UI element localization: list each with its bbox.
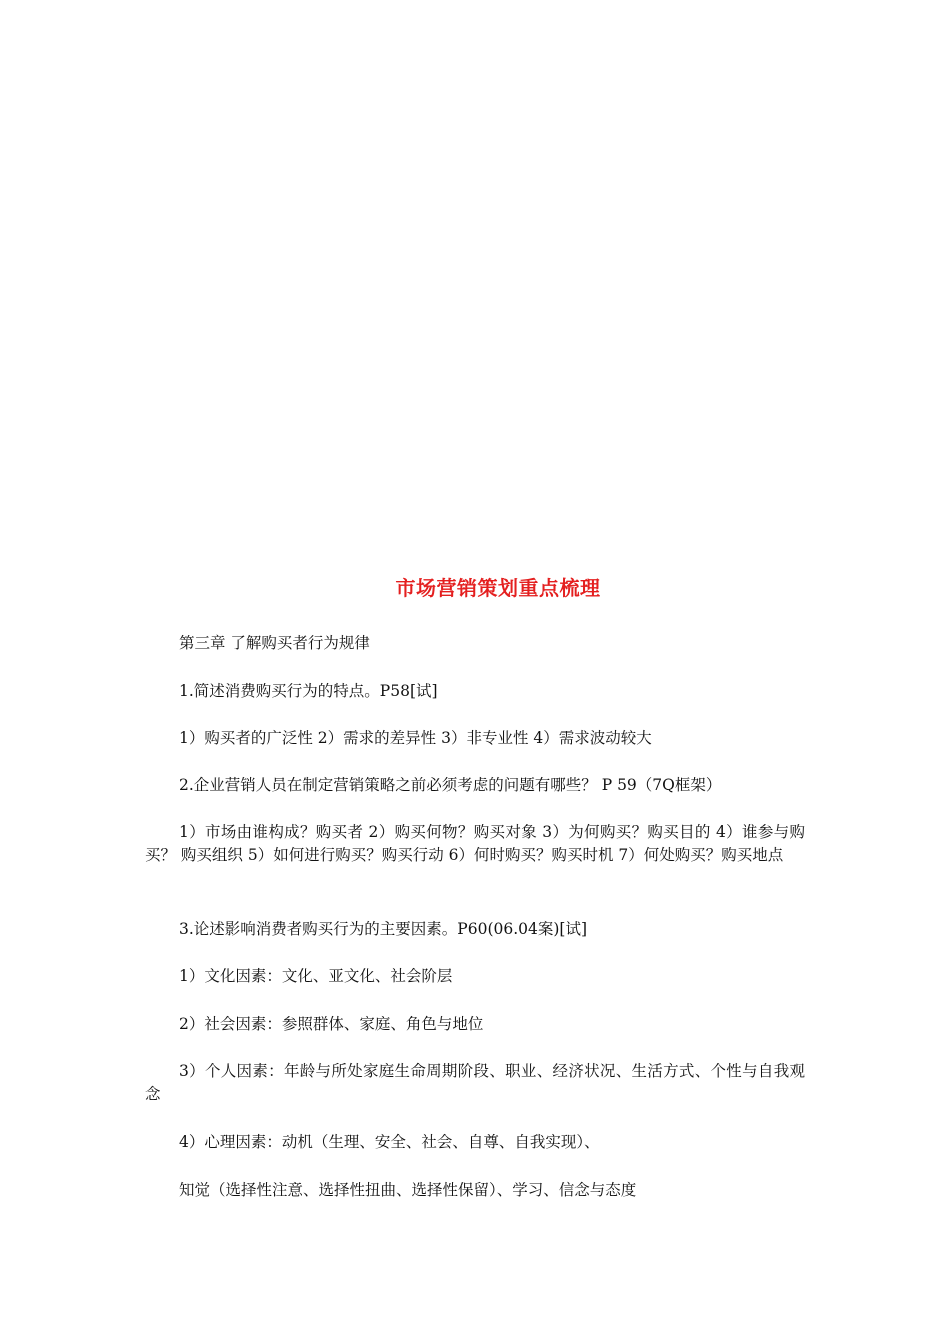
answer-3-item-2: 2）社会因素：参照群体、家庭、角色与地位	[179, 1015, 484, 1033]
answer-3-item-3: 3）个人因素：年龄与所处家庭生命周期阶段、职业、经济状况、生活方式、个性与自我观念	[145, 1062, 805, 1103]
question-1: 1.简述消费购买行为的特点。P58[试]	[179, 682, 438, 700]
question-2: 2.企业营销人员在制定营销策略之前必须考虑的问题有哪些？ P 59（7Q框架）	[179, 776, 722, 794]
answer-3-item-4: 4）心理因素：动机（生理、安全、社会、自尊、自我实现）、	[179, 1133, 600, 1151]
answer-3-item-1: 1）文化因素：文化、亚文化、社会阶层	[179, 967, 453, 985]
answer-1: 1）购买者的广泛性 2）需求的差异性 3）非专业性 4）需求波动较大	[179, 729, 652, 747]
chapter-heading: 第三章 了解购买者行为规律	[179, 634, 370, 652]
answer-2: 1）市场由谁构成？购买者 2）购买何物？购买对象 3）为何购买？购买目的 4）谁参与购买？ 购买组织 5）如何进行购买？购买行动 6）何时购买？购买时机 7）何处购买？购买地点	[145, 823, 805, 864]
question-3: 3.论述影响消费者购买行为的主要因素。P60(06.04案)[试]	[179, 920, 588, 938]
document-title: 市场营销策划重点梳理	[395, 576, 601, 600]
answer-3-item-4-continued: 知觉（选择性注意、选择性扭曲、选择性保留）、学习、信念与态度	[179, 1181, 637, 1199]
